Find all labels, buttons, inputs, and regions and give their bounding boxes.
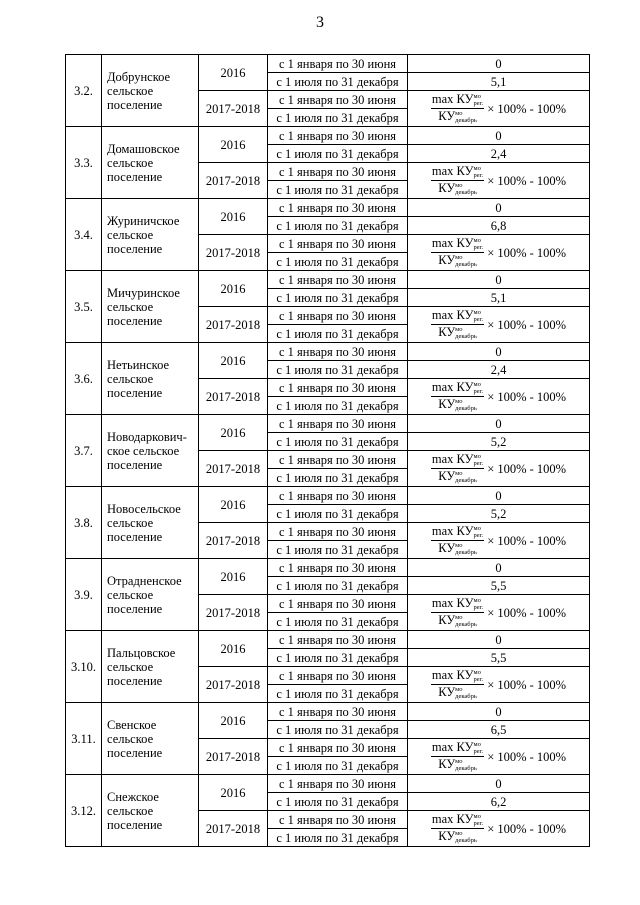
formula-tail: × 100% - 100% <box>487 389 567 404</box>
row-number: 3.8. <box>66 487 102 559</box>
value-cell: 0 <box>408 199 590 217</box>
year-cell: 2016 <box>199 343 268 379</box>
settlement-name: Новосельское сельское поселение <box>102 487 199 559</box>
formula-sub: декабрь <box>455 837 477 845</box>
formula-sup: мо <box>473 669 481 676</box>
formula-sub: рег. <box>473 172 484 179</box>
formula-max: max <box>431 667 454 682</box>
value-cell: 6,5 <box>408 721 590 739</box>
formula-cell <box>408 235 590 271</box>
formula-sub: декабрь <box>455 189 477 197</box>
period-cell: с 1 июля по 31 декабря <box>268 289 408 307</box>
value-cell: 5,2 <box>408 505 590 523</box>
period-cell: с 1 января по 30 июня <box>268 631 408 649</box>
value-cell: 0 <box>408 127 590 145</box>
formula-sup: мо <box>473 93 481 100</box>
formula-sub: рег. <box>473 532 484 539</box>
formula-sup: мо <box>455 110 463 118</box>
formula-max: max <box>431 235 454 250</box>
value-cell: 0 <box>408 775 590 793</box>
formula-ku: КУ <box>438 829 456 843</box>
year-cell: 2016 <box>199 559 268 595</box>
formula-cell <box>408 163 590 199</box>
period-cell: с 1 января по 30 июня <box>268 811 408 829</box>
period-cell: с 1 июля по 31 декабря <box>268 469 408 487</box>
formula-ku: КУ <box>438 541 456 555</box>
formula-sub: рег. <box>473 676 484 683</box>
formula-sub: декабрь <box>455 549 477 557</box>
table-row <box>66 775 590 793</box>
period-cell: с 1 января по 30 июня <box>268 523 408 541</box>
value-cell: 0 <box>408 703 590 721</box>
table-row <box>66 199 590 217</box>
formula-sup: мо <box>473 453 481 460</box>
value-cell: 5,5 <box>408 577 590 595</box>
year-cell: 2017-2018 <box>199 91 268 127</box>
formula-cell <box>408 451 590 487</box>
settlement-name: Журиничское сельское поселение <box>102 199 199 271</box>
period-cell: с 1 января по 30 июня <box>268 91 408 109</box>
formula-cell <box>408 523 590 559</box>
table-row <box>66 559 590 577</box>
formula-sup: мо <box>473 597 481 604</box>
formula-sup: мо <box>455 830 463 838</box>
row-number: 3.4. <box>66 199 102 271</box>
formula-tail: × 100% - 100% <box>487 605 567 620</box>
formula-sup: мо <box>473 237 481 244</box>
formula-max: max <box>431 595 454 610</box>
formula-fraction <box>431 669 484 700</box>
page-number: 3 <box>316 14 324 31</box>
period-cell: с 1 января по 30 июня <box>268 379 408 397</box>
formula-ku: КУ <box>438 685 456 699</box>
period-cell: с 1 июля по 31 декабря <box>268 361 408 379</box>
formula-cell <box>408 739 590 775</box>
formula-sup: мо <box>455 182 463 190</box>
year-cell: 2017-2018 <box>199 595 268 631</box>
formula-sub: декабрь <box>455 117 477 125</box>
period-cell: с 1 января по 30 июня <box>268 559 408 577</box>
table-row <box>66 631 590 649</box>
table-row <box>66 487 590 505</box>
period-cell: с 1 июля по 31 декабря <box>268 541 408 559</box>
value-cell: 5,1 <box>408 289 590 307</box>
formula-sub: рег. <box>473 100 484 107</box>
settlement-name: Мичуринское сельское поселение <box>102 271 199 343</box>
formula-sub: декабрь <box>455 333 477 341</box>
settlement-name: Снежское сельское поселение <box>102 775 199 847</box>
formula-sub: декабрь <box>455 765 477 773</box>
settlement-name: Свенское сельское поселение <box>102 703 199 775</box>
formula-fraction <box>431 309 484 340</box>
period-cell: с 1 января по 30 июня <box>268 667 408 685</box>
tariff-table <box>65 54 590 847</box>
period-cell: с 1 июля по 31 декабря <box>268 73 408 91</box>
formula-cell <box>408 379 590 415</box>
period-cell: с 1 июля по 31 декабря <box>268 217 408 235</box>
period-cell: с 1 января по 30 июня <box>268 271 408 289</box>
formula-fraction <box>431 453 484 484</box>
formula-fraction <box>431 381 484 412</box>
formula-ku: КУ <box>438 757 456 771</box>
formula-ku: КУ <box>456 811 474 826</box>
formula-ku: КУ <box>456 235 474 250</box>
formula-ku: КУ <box>456 379 474 394</box>
value-cell: 0 <box>408 343 590 361</box>
formula-sub: рег. <box>473 820 484 827</box>
year-cell: 2017-2018 <box>199 451 268 487</box>
formula-sup: мо <box>455 542 463 550</box>
formula-max: max <box>431 379 454 394</box>
formula-cell <box>408 667 590 703</box>
period-cell: с 1 июля по 31 декабря <box>268 433 408 451</box>
formula-sub: рег. <box>473 604 484 611</box>
formula-sup: мо <box>473 813 481 820</box>
period-cell: с 1 января по 30 июня <box>268 343 408 361</box>
formula-fraction <box>431 237 484 268</box>
formula-sup: мо <box>455 686 463 694</box>
formula-ku: КУ <box>438 397 456 411</box>
row-number: 3.10. <box>66 631 102 703</box>
year-cell: 2016 <box>199 775 268 811</box>
table-row <box>66 55 590 73</box>
row-number: 3.11. <box>66 703 102 775</box>
period-cell: с 1 января по 30 июня <box>268 163 408 181</box>
formula-ku: КУ <box>438 181 456 195</box>
formula-fraction <box>431 741 484 772</box>
formula-sub: рег. <box>473 316 484 323</box>
year-cell: 2017-2018 <box>199 379 268 415</box>
settlement-name: Новодаркович-ское сельское поселение <box>102 415 199 487</box>
row-number: 3.6. <box>66 343 102 415</box>
table-row <box>66 415 590 433</box>
period-cell: с 1 января по 30 июня <box>268 487 408 505</box>
period-cell: с 1 января по 30 июня <box>268 235 408 253</box>
formula-tail: × 100% - 100% <box>487 101 567 116</box>
period-cell: с 1 июля по 31 декабря <box>268 577 408 595</box>
year-cell: 2016 <box>199 631 268 667</box>
formula-sup: мо <box>455 398 463 406</box>
formula-max: max <box>431 523 454 538</box>
period-cell: с 1 января по 30 июня <box>268 307 408 325</box>
year-cell: 2017-2018 <box>199 523 268 559</box>
formula-sup: мо <box>473 309 481 316</box>
formula-fraction <box>431 525 484 556</box>
period-cell: с 1 января по 30 июня <box>268 739 408 757</box>
formula-tail: × 100% - 100% <box>487 245 567 260</box>
formula-tail: × 100% - 100% <box>487 821 567 836</box>
period-cell: с 1 июля по 31 декабря <box>268 685 408 703</box>
formula-ku: КУ <box>456 523 474 538</box>
formula-sub: декабрь <box>455 405 477 413</box>
period-cell: с 1 июля по 31 декабря <box>268 829 408 847</box>
formula-ku: КУ <box>456 451 474 466</box>
value-cell: 0 <box>408 559 590 577</box>
formula-ku: КУ <box>438 469 456 483</box>
formula-tail: × 100% - 100% <box>487 317 567 332</box>
row-number: 3.12. <box>66 775 102 847</box>
formula-sub: рег. <box>473 388 484 395</box>
formula-ku: КУ <box>438 109 456 123</box>
period-cell: с 1 июля по 31 декабря <box>268 325 408 343</box>
formula-sup: мо <box>473 525 481 532</box>
formula-sup: мо <box>473 741 481 748</box>
formula-ku: КУ <box>438 613 456 627</box>
value-cell: 5,2 <box>408 433 590 451</box>
settlement-name: Домашовское сельское поселение <box>102 127 199 199</box>
formula-fraction <box>431 597 484 628</box>
year-cell: 2017-2018 <box>199 235 268 271</box>
year-cell: 2017-2018 <box>199 667 268 703</box>
formula-tail: × 100% - 100% <box>487 173 567 188</box>
period-cell: с 1 июля по 31 декабря <box>268 253 408 271</box>
formula-sup: мо <box>455 758 463 766</box>
formula-sup: мо <box>455 470 463 478</box>
value-cell: 0 <box>408 631 590 649</box>
formula-max: max <box>431 739 454 754</box>
formula-sup: мо <box>473 165 481 172</box>
formula-max: max <box>431 163 454 178</box>
formula-max: max <box>431 451 454 466</box>
formula-cell <box>408 595 590 631</box>
year-cell: 2017-2018 <box>199 163 268 199</box>
settlement-name: Отрадненское сельское поселение <box>102 559 199 631</box>
value-cell: 2,4 <box>408 145 590 163</box>
row-number: 3.9. <box>66 559 102 631</box>
period-cell: с 1 января по 30 июня <box>268 775 408 793</box>
formula-sub: декабрь <box>455 477 477 485</box>
period-cell: с 1 июля по 31 декабря <box>268 505 408 523</box>
row-number: 3.2. <box>66 55 102 127</box>
table-row <box>66 271 590 289</box>
formula-ku: КУ <box>438 325 456 339</box>
value-cell: 6,2 <box>408 793 590 811</box>
formula-sub: декабрь <box>455 693 477 701</box>
formula-sup: мо <box>473 381 481 388</box>
value-cell: 0 <box>408 415 590 433</box>
formula-cell <box>408 91 590 127</box>
year-cell: 2016 <box>199 703 268 739</box>
year-cell: 2017-2018 <box>199 739 268 775</box>
formula-ku: КУ <box>456 163 474 178</box>
value-cell: 5,5 <box>408 649 590 667</box>
period-cell: с 1 января по 30 июня <box>268 451 408 469</box>
formula-tail: × 100% - 100% <box>487 677 567 692</box>
formula-max: max <box>431 307 454 322</box>
year-cell: 2016 <box>199 55 268 91</box>
value-cell: 2,4 <box>408 361 590 379</box>
period-cell: с 1 января по 30 июня <box>268 415 408 433</box>
formula-sub: рег. <box>473 748 484 755</box>
period-cell: с 1 января по 30 июня <box>268 199 408 217</box>
year-cell: 2016 <box>199 415 268 451</box>
formula-ku: КУ <box>456 667 474 682</box>
formula-sub: декабрь <box>455 621 477 629</box>
period-cell: с 1 июля по 31 декабря <box>268 757 408 775</box>
formula-cell <box>408 307 590 343</box>
formula-ku: КУ <box>438 253 456 267</box>
year-cell: 2016 <box>199 271 268 307</box>
value-cell: 0 <box>408 55 590 73</box>
period-cell: с 1 июля по 31 декабря <box>268 721 408 739</box>
formula-sup: мо <box>455 326 463 334</box>
formula-tail: × 100% - 100% <box>487 533 567 548</box>
formula-cell <box>408 811 590 847</box>
value-cell: 6,8 <box>408 217 590 235</box>
formula-fraction <box>431 93 484 124</box>
year-cell: 2016 <box>199 127 268 163</box>
value-cell: 5,1 <box>408 73 590 91</box>
period-cell: с 1 января по 30 июня <box>268 595 408 613</box>
formula-ku: КУ <box>456 307 474 322</box>
table-row <box>66 703 590 721</box>
period-cell: с 1 января по 30 июня <box>268 127 408 145</box>
formula-sub: рег. <box>473 460 484 467</box>
row-number: 3.3. <box>66 127 102 199</box>
formula-tail: × 100% - 100% <box>487 461 567 476</box>
period-cell: с 1 июля по 31 декабря <box>268 397 408 415</box>
settlement-name: Добрунское сельское поселение <box>102 55 199 127</box>
formula-sup: мо <box>455 254 463 262</box>
formula-max: max <box>431 811 454 826</box>
table-row <box>66 343 590 361</box>
formula-ku: КУ <box>456 595 474 610</box>
formula-sub: рег. <box>473 244 484 251</box>
settlement-name: Пальцовское сельское поселение <box>102 631 199 703</box>
table-row <box>66 127 590 145</box>
formula-tail: × 100% - 100% <box>487 749 567 764</box>
year-cell: 2016 <box>199 487 268 523</box>
row-number: 3.7. <box>66 415 102 487</box>
formula-sup: мо <box>455 614 463 622</box>
period-cell: с 1 июля по 31 декабря <box>268 109 408 127</box>
period-cell: с 1 июля по 31 декабря <box>268 145 408 163</box>
period-cell: с 1 января по 30 июня <box>268 703 408 721</box>
settlement-name: Нетьинское сельское поселение <box>102 343 199 415</box>
formula-max: max <box>431 91 454 106</box>
year-cell: 2016 <box>199 199 268 235</box>
formula-fraction <box>431 165 484 196</box>
row-number: 3.5. <box>66 271 102 343</box>
period-cell: с 1 января по 30 июня <box>268 55 408 73</box>
year-cell: 2017-2018 <box>199 811 268 847</box>
formula-sub: декабрь <box>455 261 477 269</box>
formula-ku: КУ <box>456 739 474 754</box>
year-cell: 2017-2018 <box>199 307 268 343</box>
period-cell: с 1 июля по 31 декабря <box>268 613 408 631</box>
period-cell: с 1 июля по 31 декабря <box>268 649 408 667</box>
period-cell: с 1 июля по 31 декабря <box>268 181 408 199</box>
value-cell: 0 <box>408 487 590 505</box>
value-cell: 0 <box>408 271 590 289</box>
formula-ku: КУ <box>456 91 474 106</box>
period-cell: с 1 июля по 31 декабря <box>268 793 408 811</box>
formula-fraction <box>431 813 484 844</box>
